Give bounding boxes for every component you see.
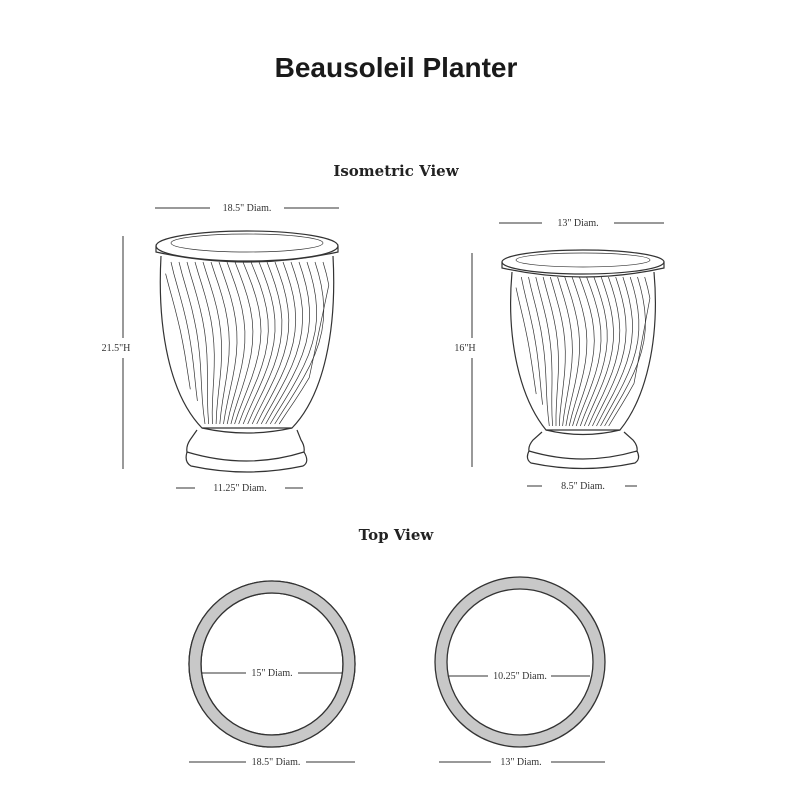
large-ring-inner-edge (201, 593, 343, 735)
spiral-rib (266, 262, 310, 424)
spiral-rib (592, 277, 626, 426)
small-rim-inner (516, 253, 650, 267)
small-height-label: 16"H (454, 343, 476, 354)
page-title: Beausoleil Planter (274, 52, 518, 83)
small-rim-outer (502, 250, 664, 274)
isometric-view-heading: Isometric View (333, 162, 459, 180)
spiral-rib (605, 277, 646, 426)
large-top-diameter-label: 18.5" Diam. (222, 203, 272, 214)
spiral-rib (588, 277, 619, 426)
large-neck-curve (202, 428, 292, 433)
spiral-rib (573, 277, 595, 426)
small-top-diameter-label: 13" Diam. (557, 218, 599, 229)
large-body-outline (160, 256, 333, 428)
spiral-rib (529, 277, 550, 426)
spiral-rib (550, 277, 565, 426)
top-view-heading: Top View (358, 526, 434, 544)
large-rim-lip (156, 246, 338, 262)
large-base-diameter-label: 11.25" Diam. (213, 483, 267, 494)
large-planter-isometric (102, 203, 339, 494)
large-foot-base (186, 452, 307, 472)
small-neck-curve (546, 430, 620, 435)
spiral-rib (597, 277, 633, 426)
large-ring-band (195, 587, 349, 741)
spiral-rib (252, 262, 289, 424)
spiral-rib (195, 262, 214, 424)
small-foot-flare (529, 432, 637, 459)
spiral-rib (521, 277, 542, 405)
small-ring-band (441, 583, 599, 741)
large-spiral-ribs (166, 262, 329, 424)
small-planter-isometric (454, 218, 664, 492)
large-inner-diameter-label: 15" Diam. (251, 668, 293, 679)
small-spiral-ribs (516, 277, 650, 426)
spiral-rib (166, 274, 191, 390)
small-planter-top-view (435, 577, 605, 768)
small-body-outline (511, 272, 656, 430)
spiral-rib (227, 262, 245, 424)
large-rim-inner (171, 234, 323, 252)
spiral-rib (231, 262, 253, 424)
large-ring-inner-stroke (201, 593, 343, 735)
small-outer-diameter-label: 13" Diam. (500, 757, 542, 768)
large-height-label: 21.5"H (101, 343, 131, 354)
large-outer-diameter-label: 18.5" Diam. (251, 757, 301, 768)
large-foot-flare (187, 430, 304, 461)
small-rim-lip (502, 262, 664, 277)
small-ring-inner-edge (447, 589, 593, 735)
small-foot-base (527, 451, 638, 469)
small-base-diameter-label: 8.5" Diam. (561, 481, 605, 492)
large-planter-top-view (189, 581, 355, 768)
spiral-rib (516, 288, 536, 395)
small-inner-diameter-label: 10.25" Diam. (493, 671, 547, 682)
